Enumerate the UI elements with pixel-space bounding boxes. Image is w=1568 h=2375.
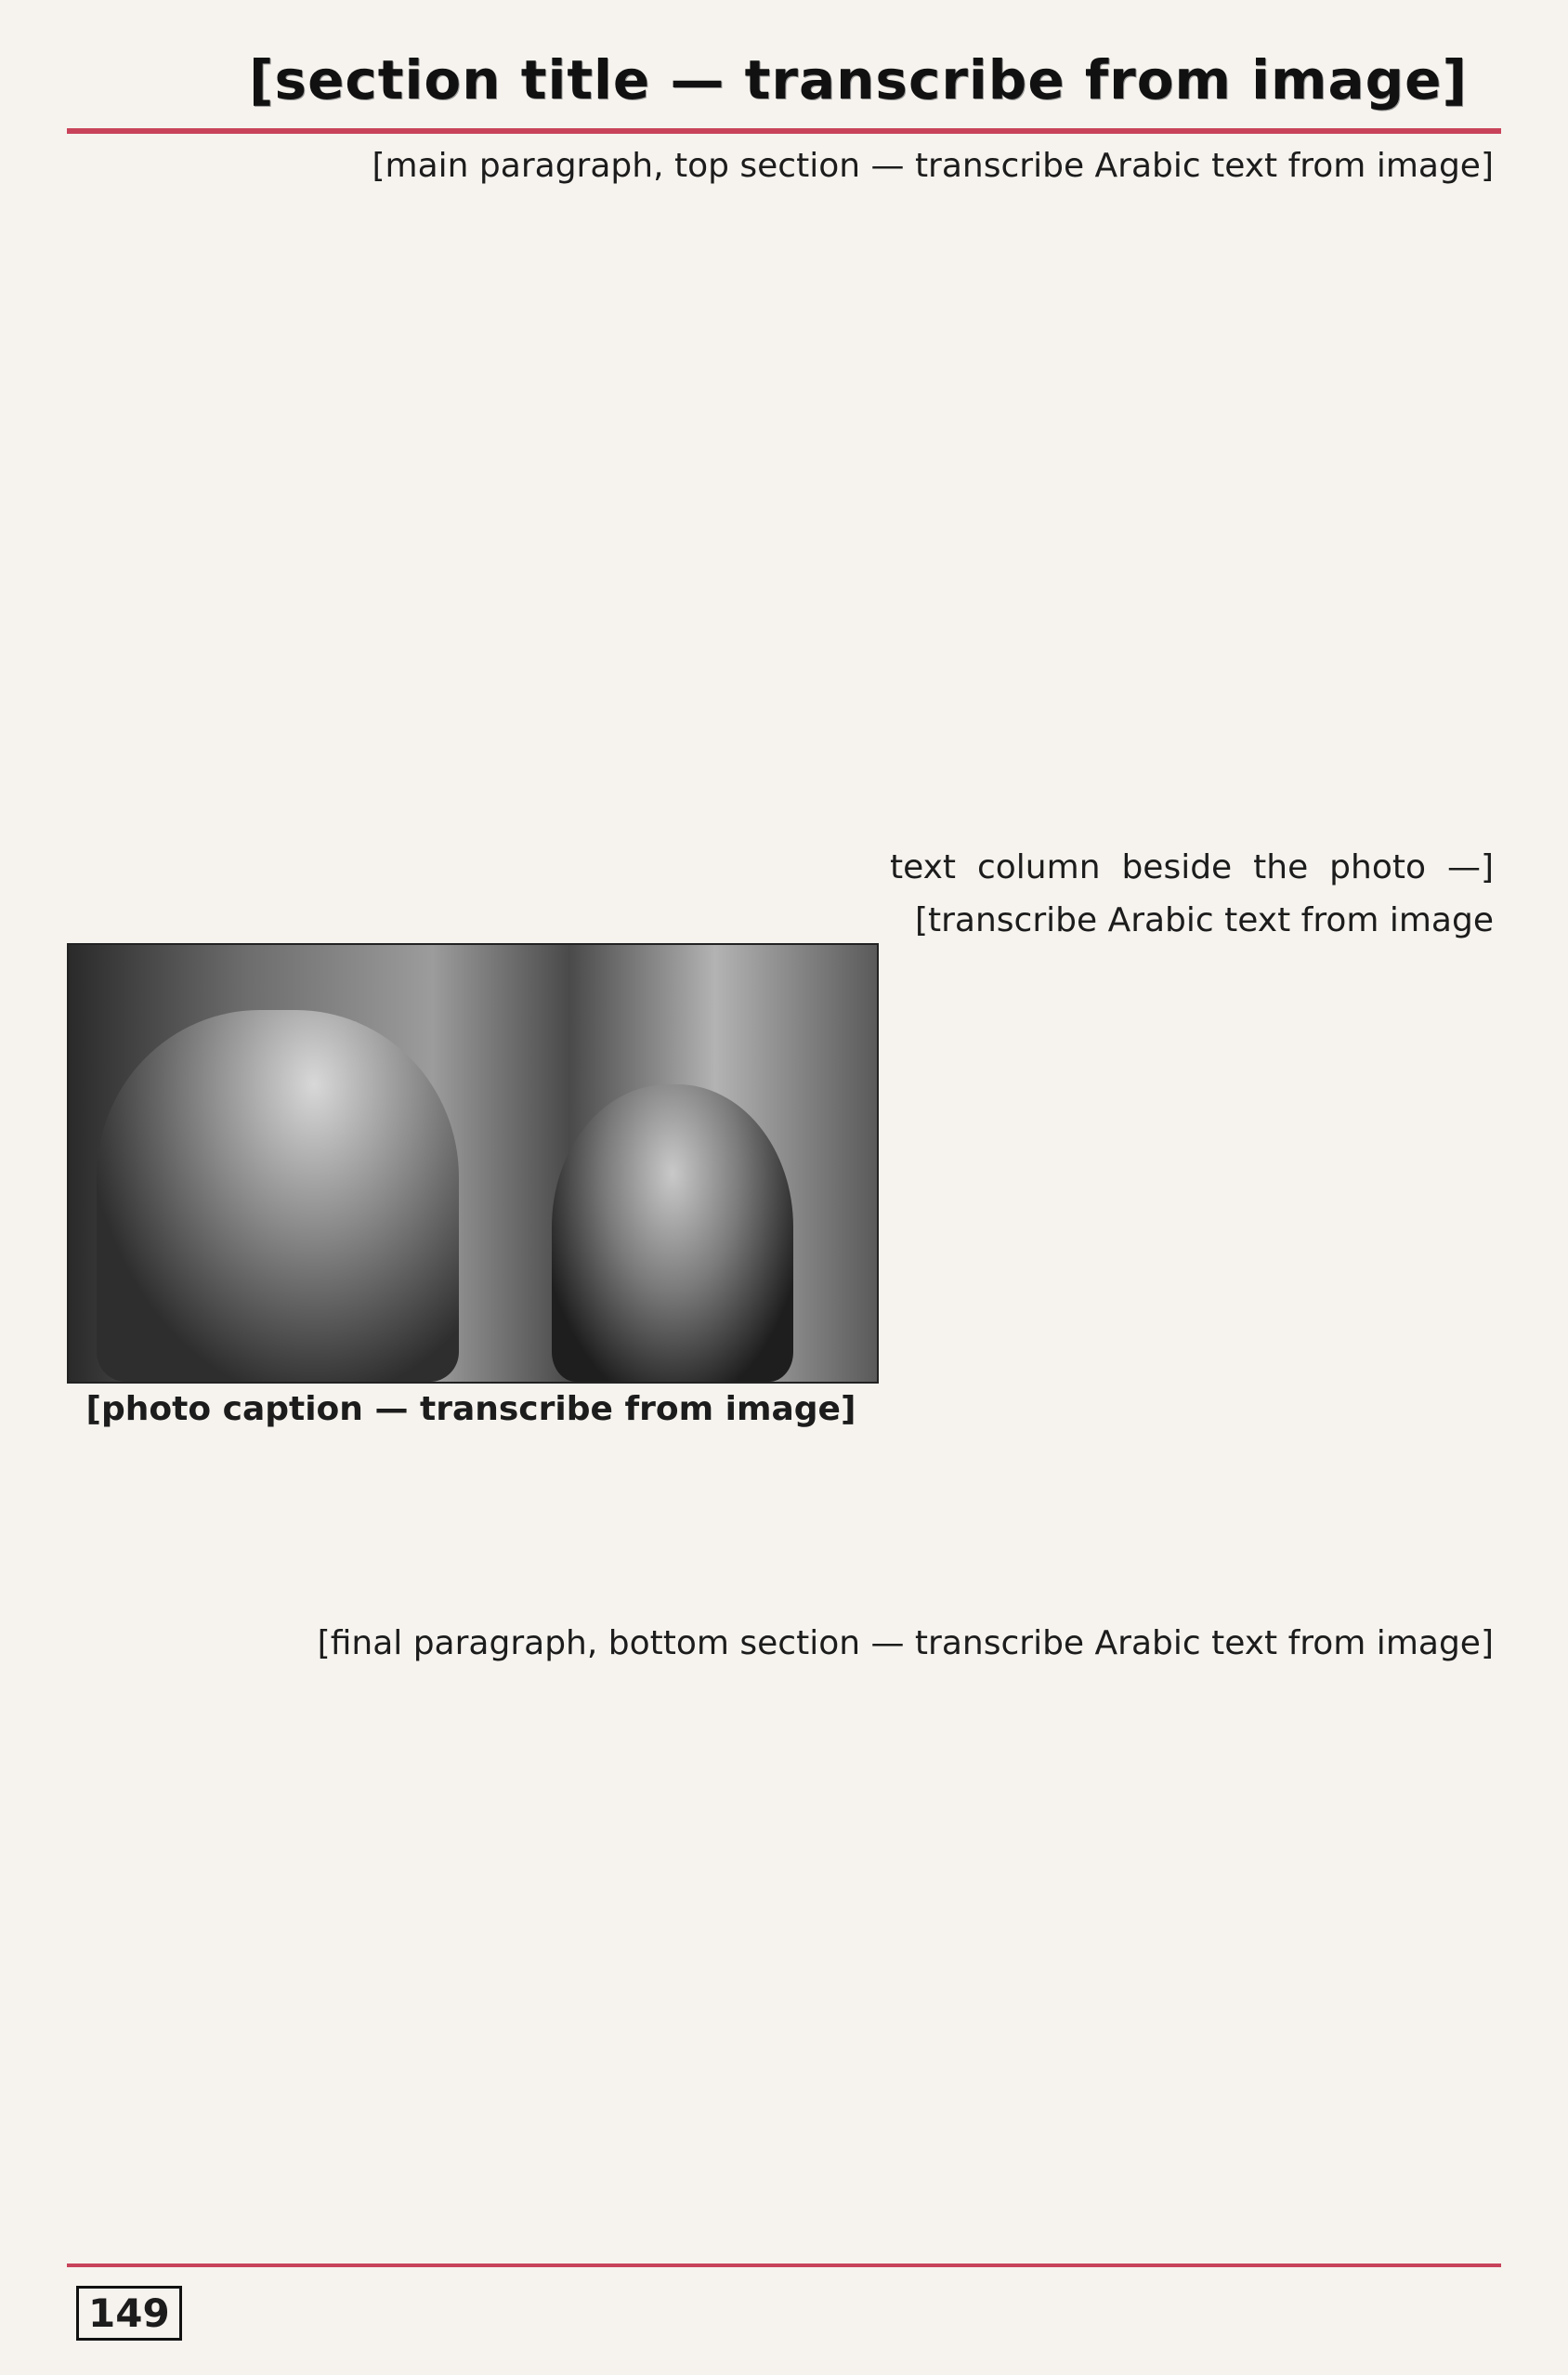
body-text-top: [main paragraph, top section — transcribe Arabic text from image] [372, 147, 1494, 185]
header-divider [67, 128, 1501, 134]
photo-figure-left [97, 1010, 459, 1382]
page-number: 149 [76, 2286, 182, 2341]
photo-caption: [photo caption — transcribe from image] [85, 1390, 856, 1428]
section-header: [section title — transcribe from image] [249, 48, 1468, 112]
film-still-photo [67, 943, 879, 1384]
body-text-beside-photo: [text column beside the photo — transcribe Arabic text from image] [890, 848, 1494, 939]
footer-divider [67, 2263, 1501, 2267]
body-text-bottom: [final paragraph, bottom section — transcribe Arabic text from image] [317, 1624, 1494, 1662]
photo-figure-right [552, 1084, 793, 1382]
